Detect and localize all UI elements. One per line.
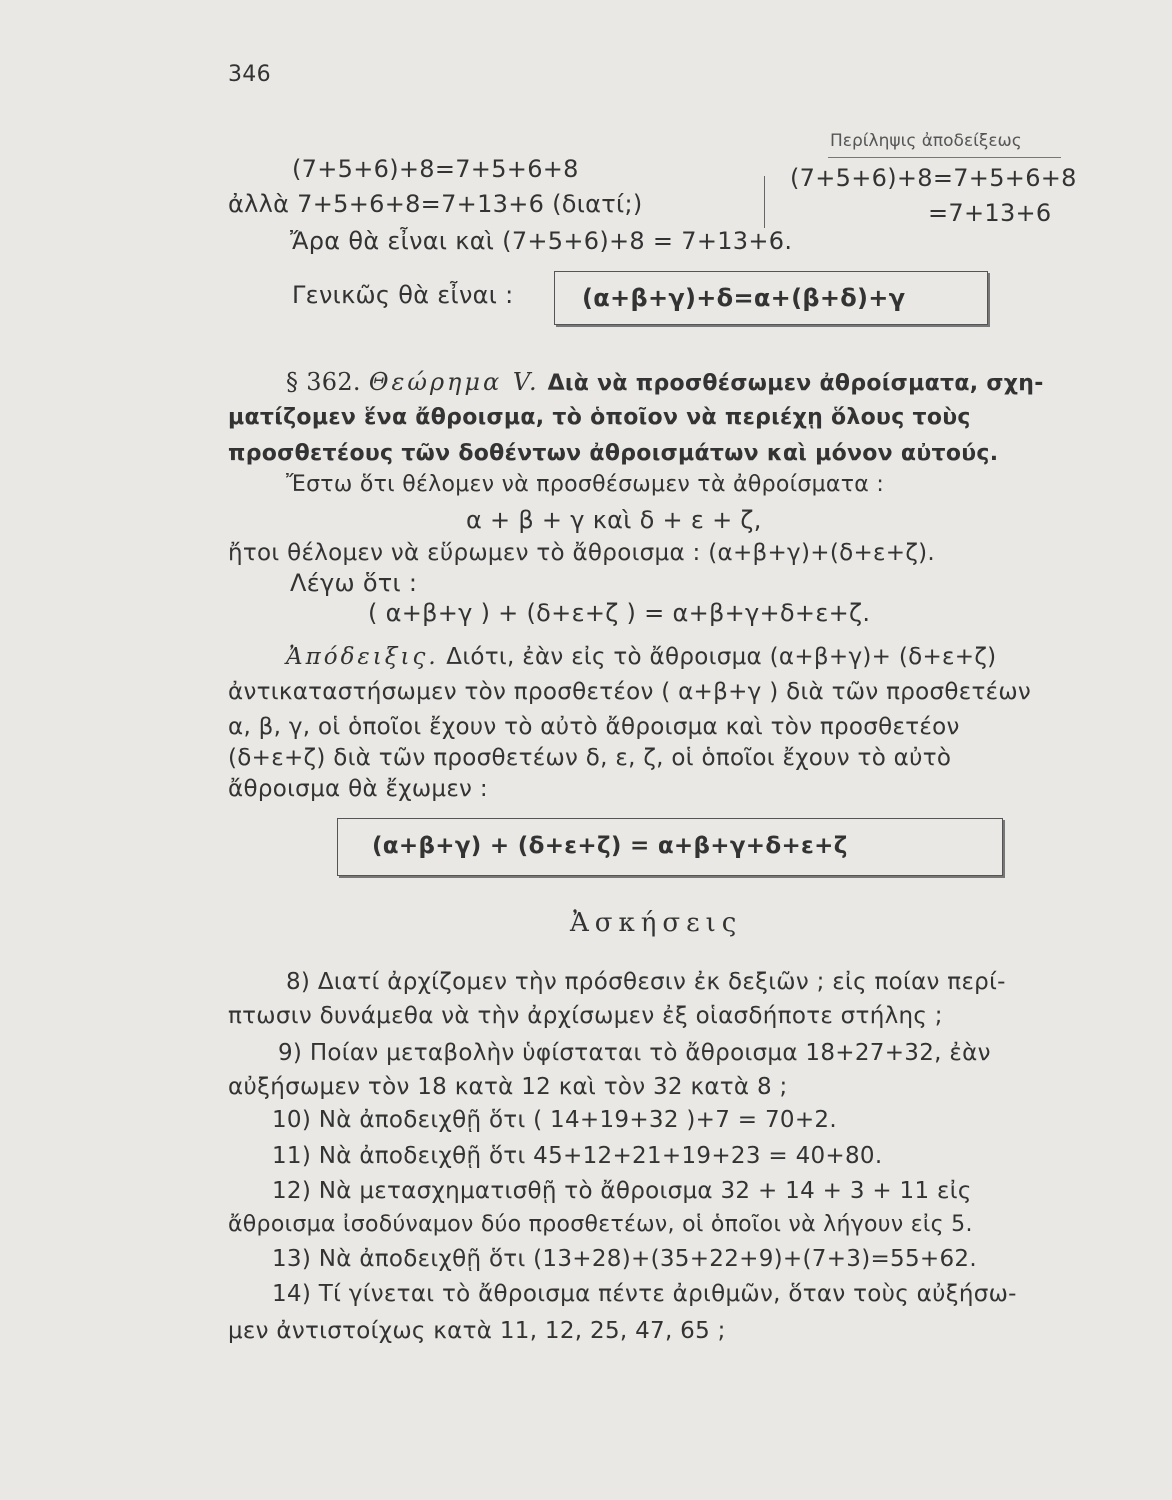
- exercise-line: πτωσιν δυνάμεθα νὰ τὴν ἀρχίσωμεν ἐξ οἱασδήποτε στήλης ;: [228, 1003, 943, 1029]
- exercise-line: 10) Νὰ ἀποδειχθῇ ὅτι ( 14+19+32 )+7 = 70+2.: [272, 1107, 837, 1133]
- body-line-5: ( α+β+γ ) + (δ+ε+ζ ) = α+β+γ+δ+ε+ζ.: [368, 599, 871, 627]
- theorem-statement-2: ματίζομεν ἕνα ἄθροισμα, τὸ ὁποῖον νὰ περιέχῃ ὅλους τοὺς: [228, 405, 971, 430]
- proof-label: Ἀπόδειξις.: [286, 644, 439, 670]
- general-formula: (α+β+γ)+δ=α+(β+δ)+γ: [582, 284, 906, 312]
- intro-line-3: Ἄρα θὰ εἶναι καὶ (7+5+6)+8 = 7+13+6.: [290, 227, 793, 255]
- proof-text-1: Διότι, ἐὰν εἰς τὸ ἄθροισμα (α+β+γ)+ (δ+ε+ζ): [446, 644, 997, 670]
- body-line-3: ἤτοι θέλομεν νὰ εὕρωμεν τὸ ἄθροισμα : (α+β+γ)+(δ+ε+ζ).: [228, 540, 936, 566]
- intro-line-1: (7+5+6)+8=7+5+6+8: [292, 155, 579, 183]
- exercise-line: 14) Τί γίνεται τὸ ἄθροισμα πέντε ἀριθμῶν, ὅταν τοὺς αὐξήσω-: [272, 1281, 1017, 1307]
- body-line-4: Λέγω ὅτι :: [290, 569, 418, 597]
- proof-line-1: [286, 644, 996, 670]
- body-line-1: Ἔστω ὅτι θέλομεν νὰ προσθέσωμεν τὰ ἀθροίσματα :: [286, 472, 885, 497]
- theorem-statement-1: Διὰ νὰ προσθέσωμεν ἀθροίσματα, σχη-: [547, 371, 1044, 396]
- exercises-heading: Ἀσκήσεις: [570, 908, 743, 938]
- theorem-number: § 362.: [286, 368, 361, 396]
- side-note-line-1: (7+5+6)+8=7+5+6+8: [790, 164, 1077, 192]
- exercise-line: 8) Διατί ἀρχίζομεν τὴν πρόσθεσιν ἐκ δεξιῶν ; εἰς ποίαν περί-: [286, 969, 1006, 995]
- proof-line-2: ἀντικαταστήσωμεν τὸν προσθετέον ( α+β+γ ) διὰ τῶν προσθετέων: [228, 679, 1032, 705]
- body-line-2: α + β + γ καὶ δ + ε + ζ,: [466, 506, 762, 534]
- result-formula: (α+β+γ) + (δ+ε+ζ) = α+β+γ+δ+ε+ζ: [372, 833, 848, 859]
- theorem-title: Θεώρημα V.: [368, 368, 540, 396]
- side-note-rule: [828, 157, 1061, 158]
- side-note-line-2: =7+13+6: [928, 199, 1052, 227]
- general-label: Γενικῶς θὰ εἶναι :: [292, 281, 514, 309]
- exercise-line: 12) Νὰ μετασχηματισθῇ τὸ ἄθροισμα 32 + 14 + 3 + 11 εἰς: [272, 1178, 972, 1204]
- side-note-divider: [764, 176, 765, 228]
- side-note-title: Περίληψις ἀποδείξεως: [830, 131, 1022, 151]
- exercise-line: ἄθροισμα ἰσοδύναμον δύο προσθετέων, οἱ ὁποῖοι νὰ λήγουν εἰς 5.: [228, 1212, 973, 1237]
- exercise-line: 11) Νὰ ἀποδειχθῇ ὅτι 45+12+21+19+23 = 40+80.: [272, 1143, 883, 1169]
- proof-line-4: (δ+ε+ζ) διὰ τῶν προσθετέων δ, ε, ζ, οἱ ὁποῖοι ἔχουν τὸ αὐτὸ: [228, 745, 952, 771]
- exercise-line: αὐξήσωμεν τὸν 18 κατὰ 12 καὶ τὸν 32 κατὰ 8 ;: [228, 1074, 788, 1100]
- exercise-line: 9) Ποίαν μεταβολὴν ὑφίσταται τὸ ἄθροισμα 18+27+32, ἐὰν: [278, 1040, 991, 1066]
- theorem-statement-3: προσθετέους τῶν δοθέντων ἀθροισμάτων καὶ μόνον αὐτούς.: [228, 441, 999, 466]
- exercise-line: 13) Νὰ ἀποδειχθῇ ὅτι (13+28)+(35+22+9)+(7+3)=55+62.: [272, 1246, 977, 1272]
- exercise-line: μεν ἀντιστοίχως κατὰ 11, 12, 25, 47, 65 ;: [228, 1318, 726, 1344]
- proof-line-5: ἄθροισμα θὰ ἔχωμεν :: [228, 776, 488, 802]
- theorem-heading: [286, 368, 1044, 396]
- page-number: 346: [228, 62, 271, 87]
- proof-line-3: α, β, γ, οἱ ὁποῖοι ἔχουν τὸ αὐτὸ ἄθροισμα καὶ τὸν προσθετέον: [228, 714, 960, 740]
- intro-line-2: ἀλλὰ 7+5+6+8=7+13+6 (διατί;): [228, 190, 643, 218]
